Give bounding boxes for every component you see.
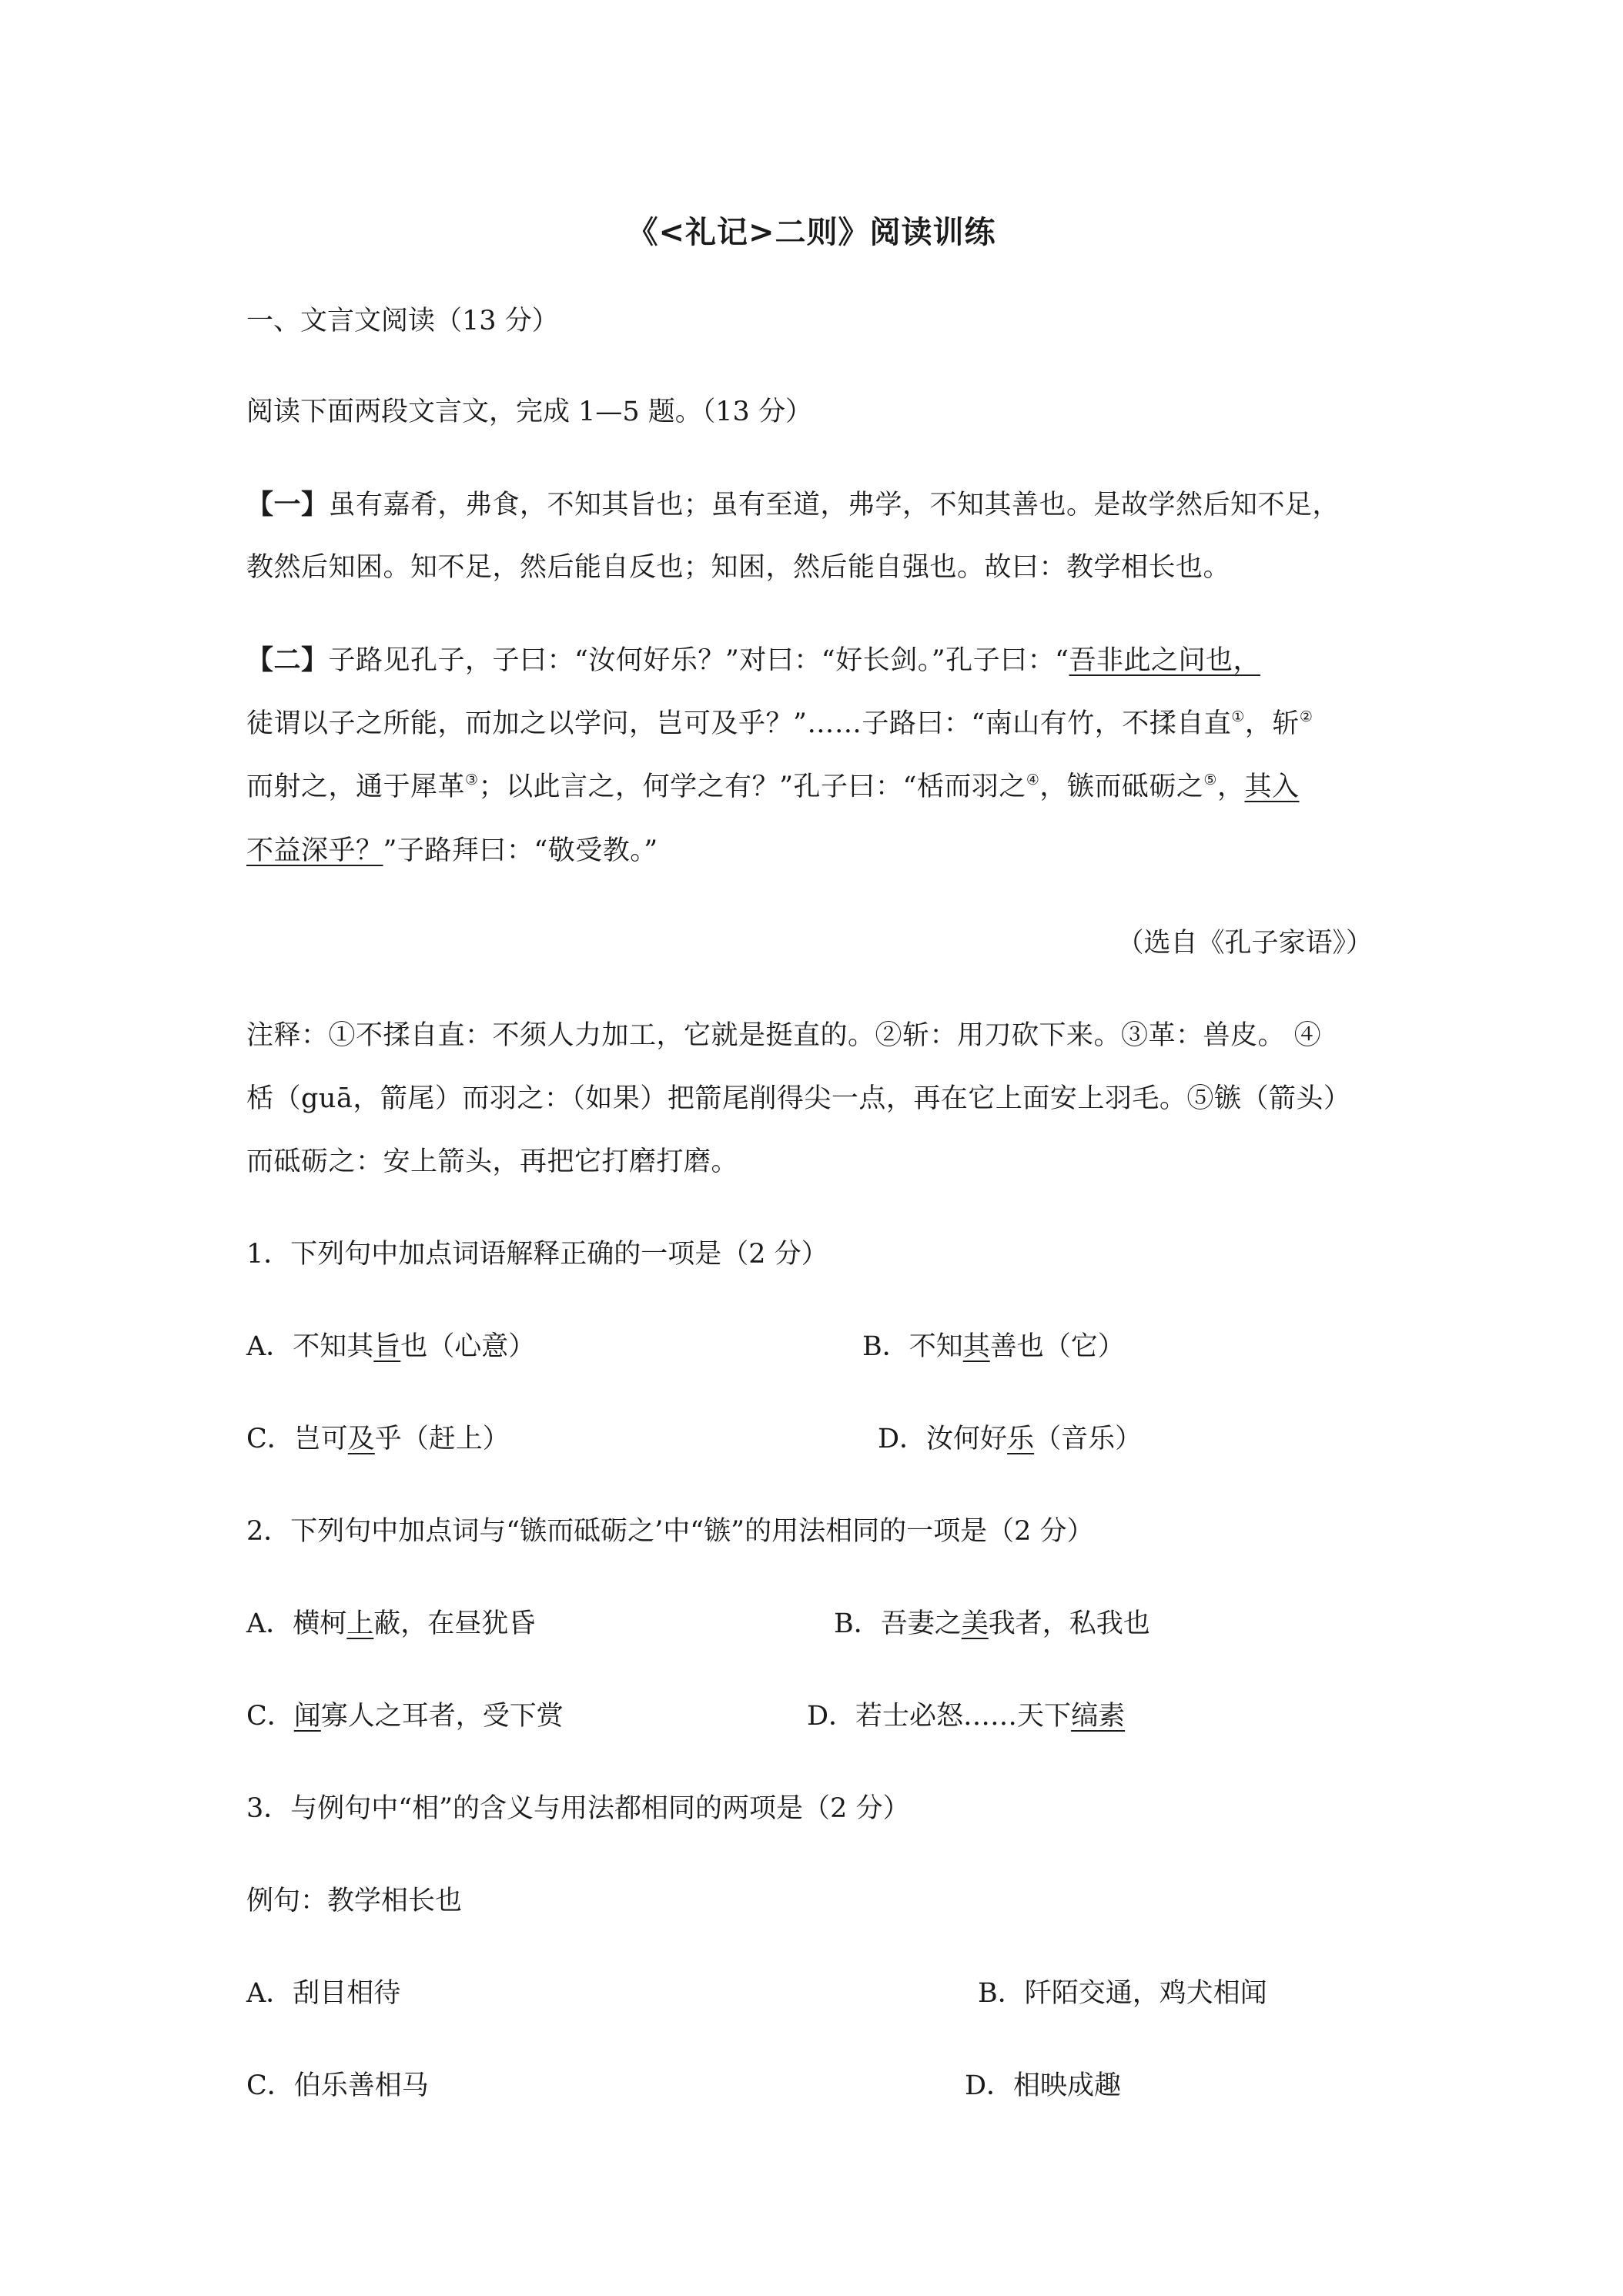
footnote-marker: ④ <box>1026 771 1040 788</box>
footnote-marker: ② <box>1299 708 1313 725</box>
option-text: D．汝何好 <box>878 1424 1008 1454</box>
passage-2-tag: 【二】 <box>246 644 329 676</box>
passage-2-text: 而射之，通于犀革 <box>246 771 466 802</box>
option-text: D．若士必怒……天下 <box>807 1701 1072 1732</box>
passage-2-line-3 <box>246 771 1300 802</box>
passage-2-text: ”子路拜曰：“敬受教。” <box>383 835 658 866</box>
question-3-option-d: D．相映成趣 <box>965 2070 1122 2101</box>
question-2-option-b <box>834 1608 1150 1639</box>
question-3-option-c: C．伯乐善相马 <box>246 2070 429 2101</box>
passage-1-tag: 【一】 <box>246 489 329 520</box>
question-3-stem: 3．与例句中“相”的含义与用法都相同的两项是（2 分） <box>246 1793 910 1824</box>
question-1-option-d <box>878 1426 1142 1453</box>
section-heading: 一、文言文阅读（13 分） <box>246 306 559 336</box>
passage-2-line-1 <box>246 644 1260 676</box>
underlined-word: 其 <box>962 1331 990 1362</box>
footnote-marker: ① <box>1231 708 1245 725</box>
passage-2-line-4 <box>246 835 658 866</box>
passage-1-text: 虽有嘉肴，弗食，不知其旨也；虽有至道，弗学，不知其善也。是故学然后知不足， <box>328 490 1340 520</box>
question-2-option-a <box>246 1608 536 1639</box>
passage-1-line-1 <box>246 491 1340 519</box>
notes-line-3: 而砥砺之：安上箭头，再把它打磨打磨。 <box>246 1146 739 1177</box>
passage-2-text: ， <box>1216 771 1245 802</box>
underlined-phrase: 吾非此之问也， <box>1069 645 1260 676</box>
underlined-phrase: 不益深乎？ <box>246 835 383 866</box>
option-text: A．横柯 <box>246 1608 347 1639</box>
passage-2-text: ；以此言之，何学之有？”孔子曰：“栝而羽之 <box>478 771 1026 802</box>
passage-1-line-2: 教然后知困。知不足，然后能自反也；知困，然后能自强也。故曰：教学相长也。 <box>246 552 1231 583</box>
option-text: B．不知 <box>862 1331 963 1362</box>
source-citation: （选自《孔子家语》） <box>1116 928 1373 959</box>
question-3-option-b: B．阡陌交通，鸡犬相闻 <box>978 1978 1267 2009</box>
passage-2-line-2 <box>246 708 1313 739</box>
underlined-word: 闻 <box>293 1701 321 1732</box>
underlined-word: 美 <box>961 1608 989 1639</box>
notes-line-1: 注释：①不揉自直：不须人力加工，它就是挺直的。②斩：用刀砍下来。③革：兽皮。 ④ <box>246 1020 1322 1051</box>
underlined-phrase: 其入 <box>1244 771 1300 802</box>
question-1-stem: 1．下列句中加点词语解释正确的一项是（2 分） <box>246 1239 828 1270</box>
question-3-example: 例句：教学相长也 <box>246 1886 463 1916</box>
option-text: （音乐） <box>1034 1424 1143 1454</box>
underlined-word: 上 <box>346 1608 374 1639</box>
footnote-marker: ⑤ <box>1203 771 1217 788</box>
underlined-word: 乐 <box>1007 1424 1035 1454</box>
passage-2-text: ，斩 <box>1244 708 1300 739</box>
notes-line-2: 栝（guā，箭尾）而羽之：（如果）把箭尾削得尖一点，再在它上面安上羽毛。⑤镞（箭头） <box>246 1083 1351 1114</box>
option-text: A．不知其 <box>246 1331 374 1362</box>
option-text: 乎（赶上） <box>374 1424 510 1454</box>
option-text: B．吾妻之 <box>834 1608 962 1639</box>
page-title: 《<礼记>二则》阅读训练 <box>627 214 996 250</box>
question-2-option-c <box>246 1703 564 1730</box>
passage-2-text: ，镞而砥砺之 <box>1039 771 1204 802</box>
option-text: 也（心意） <box>400 1331 536 1362</box>
passage-2-text: 徒谓以子之所能，而加之以学问，岂可及乎？”……子路曰：“南山有竹，不揉自直 <box>246 708 1232 739</box>
underlined-word: 缟素 <box>1071 1701 1126 1732</box>
option-text: 蔽，在昼犹昏 <box>373 1608 536 1639</box>
question-3-option-a: A．刮目相待 <box>246 1978 401 2009</box>
question-2-option-d <box>807 1703 1125 1730</box>
option-text: 我者，私我也 <box>988 1608 1150 1639</box>
instructions: 阅读下面两段文言文，完成 1—5 题。（13 分） <box>246 397 812 427</box>
question-1-option-c <box>246 1426 510 1453</box>
passage-2-text: 子路见孔子，子曰：“汝何好乐？”对曰：“好长剑。”孔子曰：“ <box>328 645 1069 676</box>
underlined-word: 及 <box>347 1424 375 1454</box>
question-2-stem: 2．下列句中加点词与“镞而砥砺之’中“镞”的用法相同的一项是（2 分） <box>246 1516 1094 1547</box>
option-text: 善也（它） <box>989 1331 1125 1362</box>
option-text: C． <box>246 1701 294 1732</box>
underlined-word: 旨 <box>373 1331 401 1362</box>
question-1-option-a <box>246 1331 536 1362</box>
footnote-marker: ③ <box>465 771 479 788</box>
option-text: 寡人之耳者，受下赏 <box>320 1701 564 1732</box>
question-1-option-b <box>862 1331 1125 1362</box>
option-text: C．岂可 <box>246 1424 348 1454</box>
